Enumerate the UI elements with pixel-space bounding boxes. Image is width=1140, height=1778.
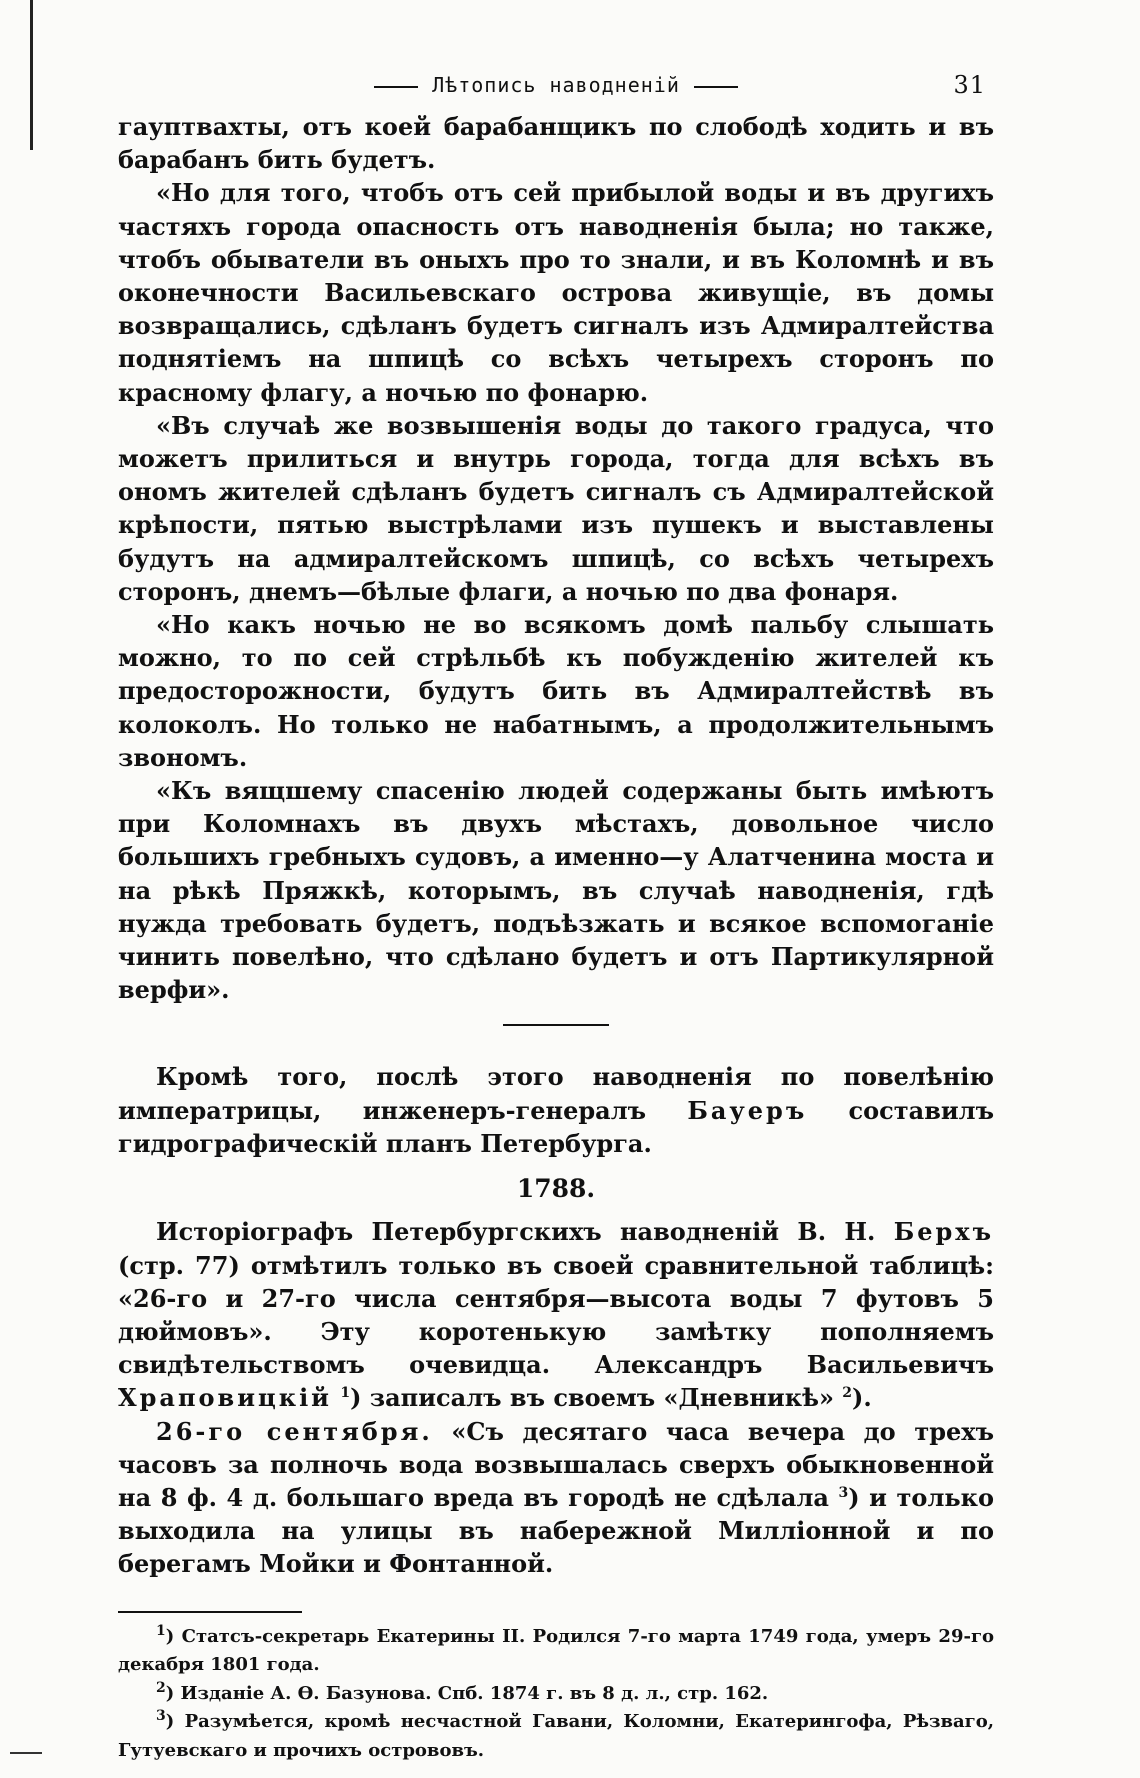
paragraph-cannon-signal: «Въ случаѣ же возвышенія воды до такого градуса, что можетъ прилиться и внутрь города, тогда для всѣхъ въ ономъ жителей сдѣланъ будетъ сигналъ съ Адмиралтейской крѣпости, пятью выстрѣлами изъ пушекъ и выставлены будутъ на адмиралтейскомъ шпицѣ, со всѣхъ четырехъ сторонъ, днемъ—бѣлые флаги, а ночью по два фонаря. (118, 410, 994, 606)
footnote-1 (118, 1623, 994, 1680)
footnote-1-text: ) Статсъ-секретарь Екатерины II. Родился 7-го марта 1749 года, умеръ 29-го декабря 1801 года. (118, 1625, 994, 1676)
scan-edge-mark (30, 0, 33, 150)
paragraph-continuation: гауптвахты, отъ коей барабанщикъ по слободѣ ходить и въ барабанъ бить будетъ. (118, 112, 994, 175)
main-text (118, 110, 994, 1581)
paragraph-signal-flags: «Но для того, чтобъ отъ сей прибылой воды и въ другихъ частяхъ города опасность отъ наводненія была; но также, чтобъ обыватели въ оныхъ про то знали, и въ Коломнѣ и въ оконечности Васильевскаго острова живущіе, въ домы возвращались, сдѣланъ будетъ сигналъ изъ Адмиралтейства поднятіемъ на шпицѣ со всѣхъ четырехъ сторонъ по красному флагу, а ночью по фонарю. (118, 178, 994, 407)
paragraph-diary-entry (118, 1415, 994, 1581)
header-dash-right (694, 86, 738, 88)
name-berkh: Берхъ (893, 1217, 995, 1247)
footnote-2-text: ) Изданіе А. Ѳ. Базунова. Спб. 1874 г. въ 8 д. л., стр. 162. (165, 1682, 769, 1704)
paragraph-berkh (118, 1215, 994, 1414)
name-khrapovitsky: Храповицкій (118, 1383, 332, 1413)
name-bauer: Бауеръ (687, 1095, 808, 1125)
footnote-3-mark: 3 (156, 1708, 166, 1725)
footnote-ref-1: 1 (340, 1385, 351, 1402)
paragraph-rescue-boats: «Къ вящшему спасенію людей содержаны быть имѣютъ при Коломнахъ въ двухъ мѣстахъ, довольное число большихъ гребныхъ судовъ, а именно—у Алатченина моста и на рѣкѣ Пряжкѣ, которымъ, въ случаѣ наводненія, гдѣ нужда требовать будетъ, подъѣзжать и всякое вспомоганіе чинить повелѣно, что сдѣлано будетъ и отъ Партикулярной верфи». (118, 776, 994, 1005)
footnote-2 (118, 1680, 994, 1709)
berkh-text-c: ) записалъ въ своемъ «Дневникѣ» (350, 1383, 834, 1413)
berkh-text-d: ). (852, 1383, 872, 1413)
running-header (118, 60, 994, 110)
section-divider (503, 1024, 609, 1026)
paragraph-bauer-plan (118, 1060, 994, 1160)
diary-text-a: «Съ десятаго часа вечера до трехъ часовъ за полночь вода возвышалась сверхъ обыкновенной на 8 ф. 4 д. большаго вреда въ городѣ не сдѣлала (118, 1416, 994, 1512)
header-dash-left (374, 86, 418, 88)
berkh-text-a: Исторіографъ Петербургскихъ наводненій В. Н. (156, 1217, 876, 1247)
footnote-1-mark: 1 (156, 1622, 166, 1639)
footnote-2-mark: 2 (156, 1679, 166, 1696)
diary-text-b: ) и только выходила на улицы въ набережной Милліонной и по берегамъ Мойки и Фонтанной. (118, 1482, 994, 1579)
footnote-3 (118, 1708, 994, 1765)
scan-tick-mark (10, 1752, 42, 1754)
bauer-text-b: составилъ гидрографическій планъ Петербурга. (118, 1095, 994, 1158)
footnotes (118, 1623, 994, 1766)
footnote-ref-2: 2 (842, 1385, 853, 1402)
book-page (118, 60, 994, 1765)
footnote-rule (118, 1611, 302, 1613)
year-heading: 1788. (516, 1174, 596, 1204)
diary-date: 26-го сентября. (156, 1416, 433, 1446)
bauer-text-a: Кромѣ того, послѣ этого наводненія по повелѣнію императрицы, инженеръ-генералъ (118, 1062, 994, 1125)
page-number: 31 (953, 71, 986, 99)
footnote-3-text: ) Разумѣется, кромѣ несчастной Гавани, Коломни, Екатерингофа, Рѣзваго, Гутуевскаго и прочихъ острововъ. (118, 1711, 994, 1761)
paragraph-bell-signal: «Но какъ ночью не во всякомъ домѣ пальбу слышать можно, то по сей стрѣльбѣ къ побужденію жителей къ предосторожности, будутъ бить въ Адмиралтействѣ въ колоколъ. Но только не набатнымъ, а продолжительнымъ звономъ. (118, 610, 994, 772)
running-title: Лѣтопись наводненій (432, 73, 680, 97)
footnote-ref-3: 3 (838, 1484, 849, 1501)
berkh-text-b: (стр. 77) отмѣтилъ только въ своей сравнительной таблицѣ: «26-го и 27-го числа сентября—высота воды 7 футовъ 5 дюймовъ». Эту коротенькую замѣтку пополняемъ свидѣтельствомъ очевидца. Александръ Васильевичъ (118, 1250, 994, 1380)
